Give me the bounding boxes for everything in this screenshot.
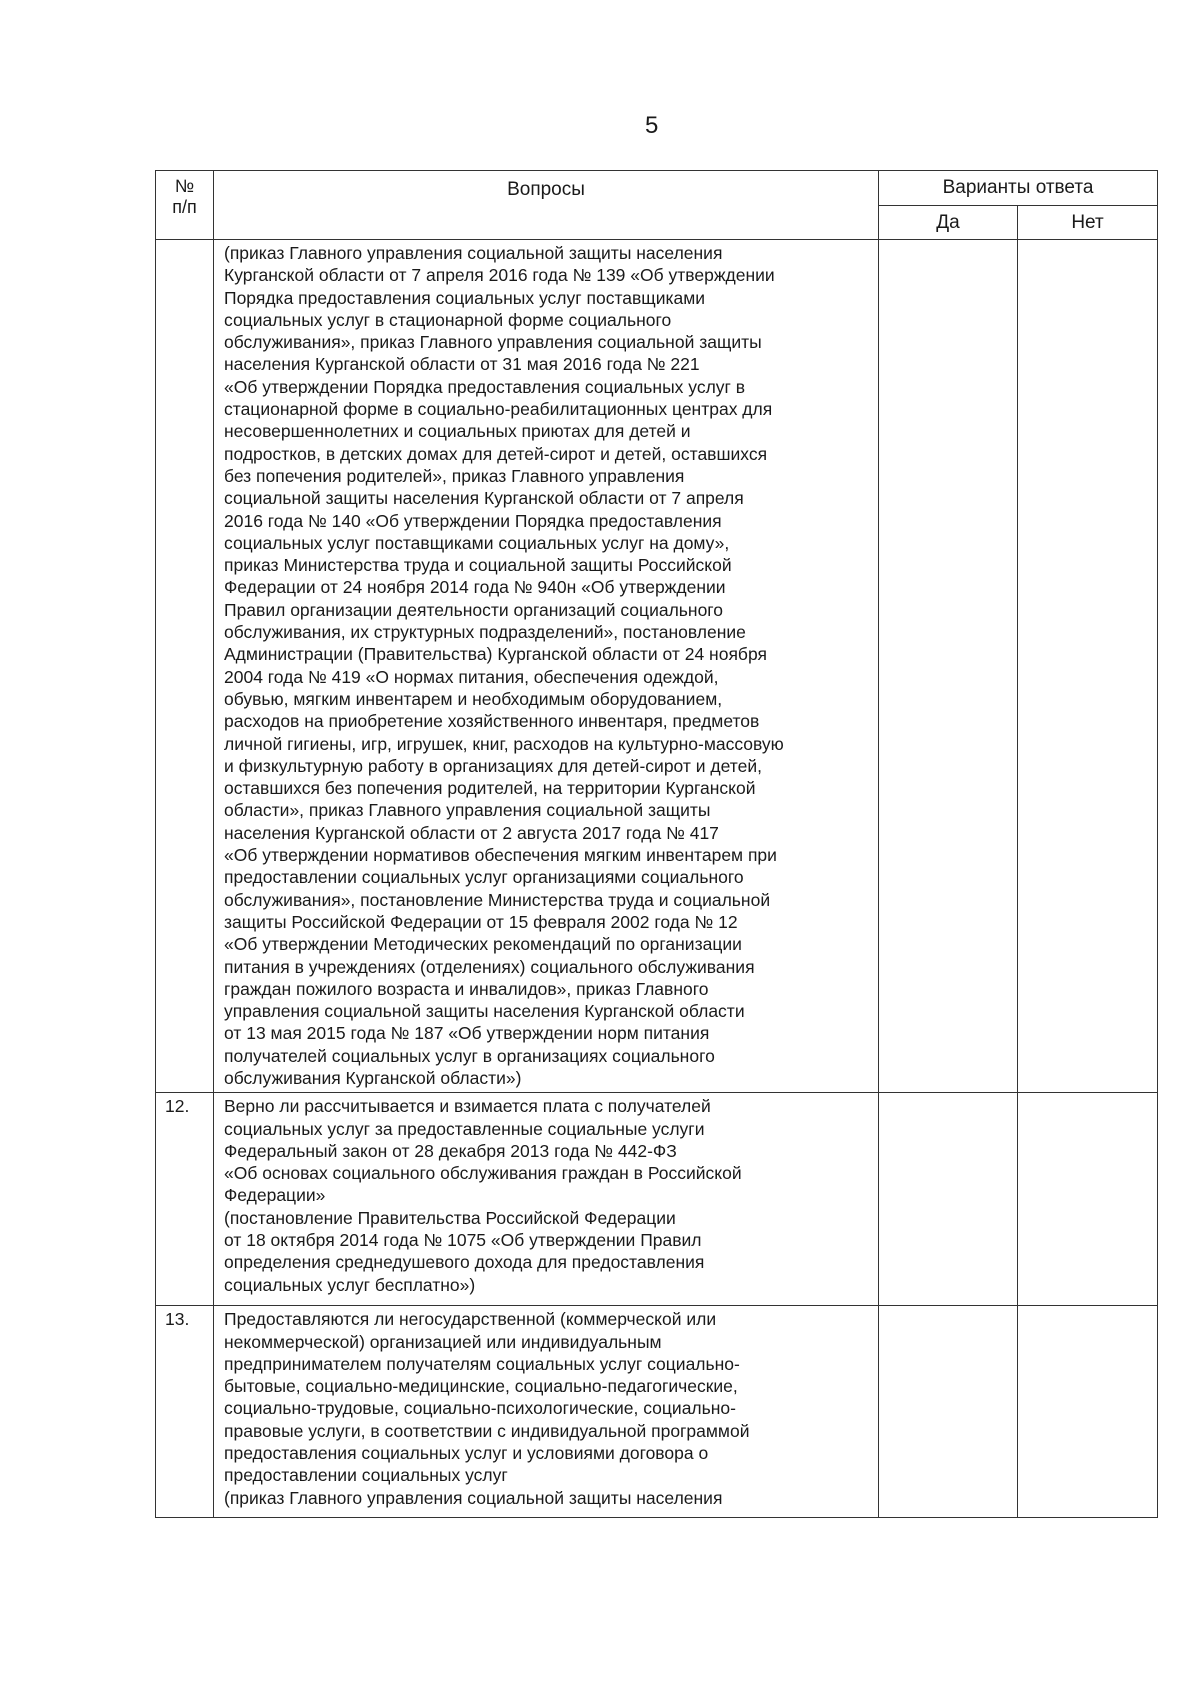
question-line: области», приказ Главного управления социальной защиты: [224, 800, 711, 821]
question-line: Курганской области от 7 апреля 2016 года № 139 «Об утверждении: [224, 265, 775, 286]
question-line: социально-трудовые, социально-психологические, социально-: [224, 1398, 736, 1419]
header-questions: Вопросы: [214, 171, 879, 240]
header-number: [156, 171, 214, 240]
answer-no-cell[interactable]: [1018, 1093, 1158, 1306]
question-line: оставшихся без попечения родителей, на территории Курганской: [224, 778, 756, 799]
question-line: личной гигиены, игр, игрушек, книг, расходов на культурно-массовую: [224, 733, 784, 754]
question-line: Федеральный закон от 28 декабря 2013 года № 442-ФЗ: [224, 1140, 677, 1161]
question-line: предоставления социальных услуг и условиями договора о: [224, 1443, 709, 1464]
question-line: защиты Российской Федерации от 15 февраля 2002 года № 12: [224, 911, 738, 932]
question-line: социальной защиты населения Курганской области от 7 апреля: [224, 488, 744, 509]
row-question: [214, 1093, 879, 1306]
answer-no-cell[interactable]: [1018, 240, 1158, 1093]
question-line: Федерации»: [224, 1185, 326, 1206]
question-line: «Об утверждении Порядка предоставления социальных услуг в: [224, 376, 746, 397]
question-line: без попечения родителей», приказ Главного управления: [224, 465, 685, 486]
row-number: [156, 240, 214, 1093]
header-number-sign: №: [174, 176, 195, 196]
question-line: управления социальной защиты населения Курганской области: [224, 1001, 745, 1022]
question-line: социальных услуг в стационарной форме социального: [224, 309, 672, 330]
question-line: «Об основах социального обслуживания граждан в Российской: [224, 1163, 742, 1184]
question-line: «Об утверждении нормативов обеспечения мягким инвентарем при: [224, 845, 777, 866]
table-row: [156, 1306, 1158, 1518]
question-line: приказ Министерства труда и социальной защиты Российской: [224, 555, 732, 576]
question-line: обслуживания», постановление Министерства труда и социальной: [224, 889, 771, 910]
question-line: обслуживания Курганской области»): [224, 1067, 522, 1088]
question-line: стационарной форме в социально-реабилитационных центрах для: [224, 399, 773, 420]
answer-yes-cell[interactable]: [879, 1093, 1018, 1306]
row-question: [214, 240, 879, 1093]
row-number: 13.: [156, 1306, 214, 1518]
inspection-checklist-table: [155, 170, 1158, 1518]
answer-yes-cell[interactable]: [879, 1306, 1018, 1518]
question-line: получателей социальных услуг в организациях социального: [224, 1045, 715, 1066]
question-line: от 13 мая 2015 года № 187 «Об утверждении норм питания: [224, 1023, 710, 1044]
question-line: бытовые, социально-медицинские, социально-педагогические,: [224, 1376, 738, 1397]
question-line: предпринимателем получателям социальных услуг социально-: [224, 1353, 740, 1374]
header-no: Нет: [1018, 206, 1158, 240]
question-line: обувью, мягким инвентарем и необходимым оборудованием,: [224, 688, 723, 709]
question-line: 2004 года № 419 «О нормах питания, обеспечения одеждой,: [224, 666, 719, 687]
answer-yes-cell[interactable]: [879, 240, 1018, 1093]
question-line: от 18 октября 2014 года № 1075 «Об утверждении Правил: [224, 1230, 702, 1251]
question-line: Правил организации деятельности организаций социального: [224, 599, 724, 620]
question-line: населения Курганской области от 31 мая 2016 года № 221: [224, 354, 700, 375]
question-line: Порядка предоставления социальных услуг поставщиками: [224, 287, 706, 308]
question-line: населения Курганской области от 2 августа 2017 года № 417: [224, 822, 719, 843]
header-number-pp: п/п: [172, 197, 197, 217]
question-line: Федерации от 24 ноября 2014 года № 940н «Об утверждении: [224, 577, 726, 598]
question-line: расходов на приобретение хозяйственного инвентаря, предметов: [224, 711, 760, 732]
question-line: некоммерческой) организацией или индивидуальным: [224, 1331, 662, 1352]
question-line: (постановление Правительства Российской Федерации: [224, 1207, 676, 1228]
question-line: подростков, в детских домах для детей-сирот и детей, оставшихся: [224, 443, 768, 464]
question-line: социальных услуг за предоставленные социальные услуги: [224, 1118, 705, 1139]
question-line: (приказ Главного управления социальной защиты населения: [224, 243, 723, 263]
question-line: правовые услуги, в соответствии с индивидуальной программой: [224, 1420, 750, 1441]
header-yes: Да: [879, 206, 1018, 240]
page-number: 5: [645, 112, 659, 139]
question-line: (приказ Главного управления социальной защиты населения: [224, 1487, 723, 1508]
header-answer-variants: Варианты ответа: [879, 171, 1158, 206]
question-line: несовершеннолетних и социальных приютах для детей и: [224, 421, 691, 442]
row-number: 12.: [156, 1093, 214, 1306]
question-line: Предоставляются ли негосударственной (коммерческой или: [224, 1309, 717, 1330]
row-question: [214, 1306, 879, 1518]
question-line: граждан пожилого возраста и инвалидов», приказ Главного: [224, 978, 709, 999]
question-line: Администрации (Правительства) Курганской области от 24 ноября: [224, 644, 767, 665]
question-line: обслуживания, их структурных подразделений», постановление: [224, 622, 746, 643]
question-line: социальных услуг поставщиками социальных услуг на дому»,: [224, 532, 730, 553]
question-line: питания в учреждениях (отделениях) социального обслуживания: [224, 956, 755, 977]
table-row: [156, 240, 1158, 1093]
question-line: предоставлении социальных услуг: [224, 1465, 508, 1486]
question-line: «Об утверждении Методических рекомендаций по организации: [224, 934, 742, 955]
table-row: [156, 1093, 1158, 1306]
question-line: обслуживания», приказ Главного управления социальной защиты: [224, 332, 762, 353]
question-line: 2016 года № 140 «Об утверждении Порядка предоставления: [224, 510, 722, 531]
answer-no-cell[interactable]: [1018, 1306, 1158, 1518]
question-line: и физкультурную работу в организациях для детей-сирот и детей,: [224, 755, 762, 776]
question-line: предоставлении социальных услуг организациями социального: [224, 867, 744, 888]
question-line: определения среднедушевого дохода для предоставления: [224, 1252, 705, 1273]
question-line: Верно ли рассчитывается и взимается плата с получателей: [224, 1096, 711, 1117]
question-line: социальных услуг бесплатно»): [224, 1274, 476, 1295]
